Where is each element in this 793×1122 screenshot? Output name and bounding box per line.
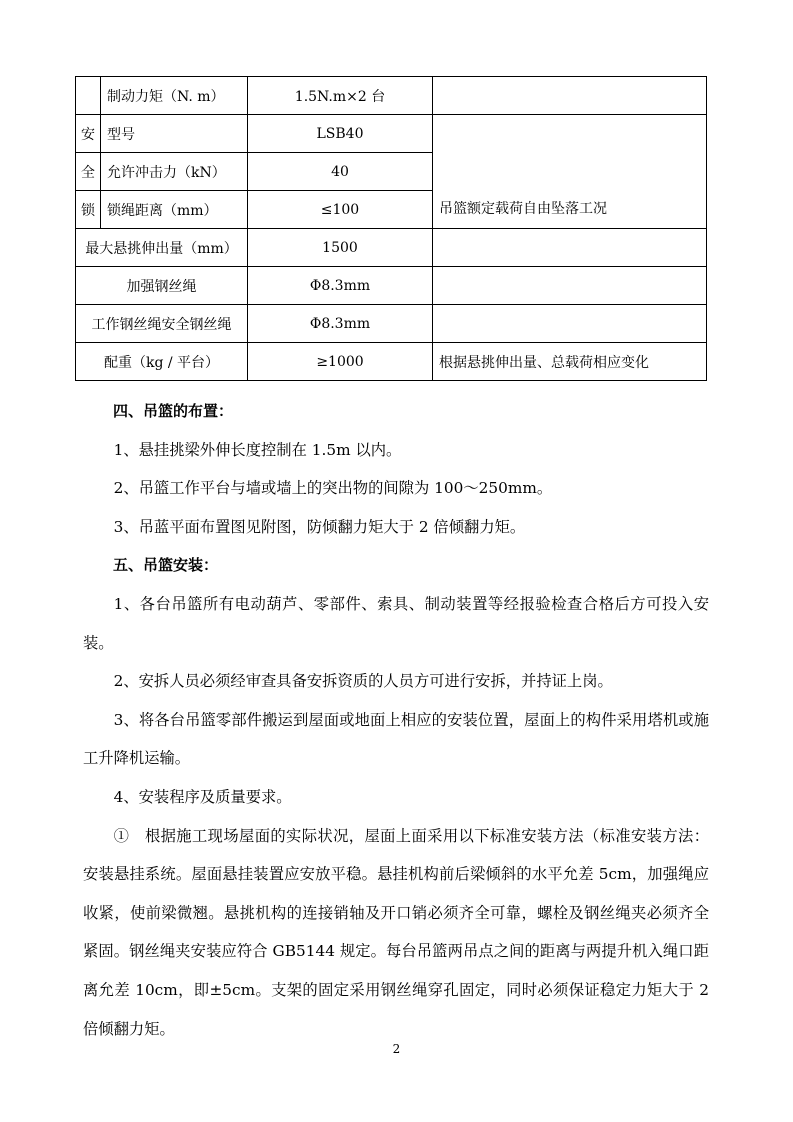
paragraph: 1、悬挂挑梁外伸长度控制在 1.5m 以内。: [113, 440, 402, 459]
label-cell: 最大悬挑伸出量（mm）: [76, 229, 248, 267]
table-row: [76, 77, 707, 115]
label-cell: 允许冲击力（kN）: [101, 153, 248, 191]
value-cell: 1.5N.m×2 台: [248, 77, 433, 115]
paragraph: 3、将各台吊篮零部件搬运到屋面或地面上相应的安装位置，屋面上的构件采用塔机或施工升降机运输。: [83, 710, 709, 768]
value-cell: Φ8.3mm: [248, 305, 433, 343]
section-heading-installation: 五、吊篮安装：: [113, 556, 219, 575]
label-cell: 型号: [101, 115, 248, 153]
table-row: [76, 267, 707, 305]
group-cell: [76, 77, 101, 115]
note-cell: 根据悬挑伸出量、总载荷相应变化: [433, 343, 707, 381]
label-cell: 工作钢丝绳安全钢丝绳: [76, 305, 248, 343]
note-cell: [433, 305, 707, 343]
value-cell: Φ8.3mm: [248, 267, 433, 305]
group-cell: 锁: [76, 191, 101, 229]
value-cell: LSB40: [248, 115, 433, 153]
label-cell: 加强钢丝绳: [76, 267, 248, 305]
value-cell: ≥1000: [248, 343, 433, 381]
label-cell: 制动力矩（N. m）: [101, 77, 248, 115]
spec-table: [75, 76, 707, 381]
page-number: 2: [392, 1042, 401, 1056]
value-cell: 1500: [248, 229, 433, 267]
paragraph: 2、吊篮工作平台与墙或墙上的突出物的间隙为 100～250mm。: [113, 479, 553, 498]
body-text: [83, 392, 709, 1048]
table-row: [76, 229, 707, 267]
paragraph: 1、各台吊篮所有电动葫芦、零部件、索具、制动装置等经报验检查合格后方可投入安装。: [83, 594, 709, 652]
paragraph: ① 根据施工现场屋面的实际状况，屋面上面采用以下标准安装方法（标准安装方法：安装悬挂系统。屋面悬挂装置应安放平稳。悬挂机构前后梁倾斜的水平允差 5cm，加强绳应收紧，使前梁微翘。悬挑机构的连接销轴及开口销必须齐全可靠，螺栓及钢丝绳夹必须齐全紧固。钢丝绳夹安装应符合 GB5144 规定。每台吊篮两吊点之间的距离与两提升机入绳口距离允差 10cm，即±5cm。支架的固定采用钢丝绳穿孔固定，同时必须保证稳定力矩大于 2 倍倾翻力矩。: [83, 826, 709, 1038]
value-cell: 40: [248, 153, 433, 191]
label-cell: 配重（kg / 平台）: [76, 343, 248, 381]
safety-lock-note-cell: 吊篮额定载荷自由坠落工况: [433, 115, 707, 229]
label-cell: 锁绳距离（mm）: [101, 191, 248, 229]
group-cell: 全: [76, 153, 101, 191]
paragraph: 2、安拆人员必须经审查具备安拆资质的人员方可进行安拆，并持证上岗。: [113, 672, 613, 691]
note-cell: [433, 77, 707, 115]
table-row: [76, 343, 707, 381]
section-heading-layout: 四、吊篮的布置：: [113, 402, 234, 420]
note-cell: [433, 229, 707, 267]
note-cell: [433, 267, 707, 305]
table-row: [76, 305, 707, 343]
paragraph: 3、吊蓝平面布置图见附图，防倾翻力矩大于 2 倍倾翻力矩。: [113, 517, 526, 536]
value-cell: ≤100: [248, 191, 433, 229]
group-cell: 安: [76, 115, 101, 153]
paragraph: 4、安装程序及质量要求。: [113, 787, 292, 806]
table-row: [76, 115, 707, 153]
